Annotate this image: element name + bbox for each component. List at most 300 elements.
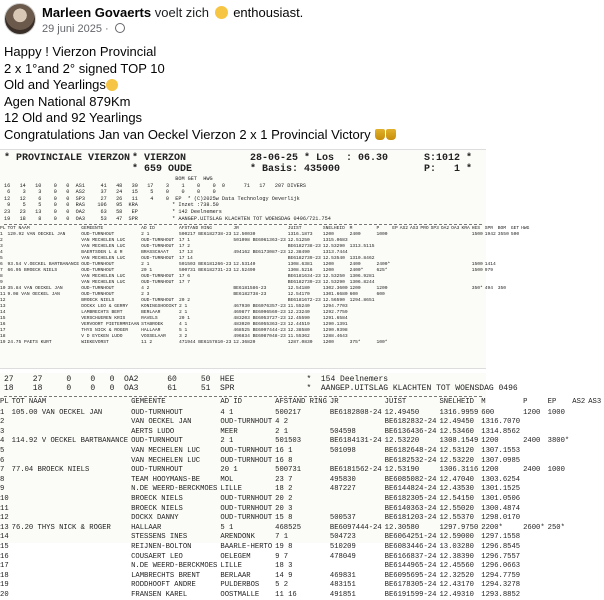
table-row bbox=[0, 553, 604, 563]
table-cell: 13 bbox=[0, 523, 9, 532]
table-row bbox=[0, 418, 604, 428]
stat-line: 27 27 0 0 0 OA2 60 50 HEE * 154 Deelnemers bbox=[4, 375, 389, 384]
table-cell: KONINGSHOOIKT bbox=[141, 304, 177, 310]
author-avatar[interactable] bbox=[4, 3, 36, 35]
table-cell: 2 3 bbox=[141, 292, 150, 298]
table-cell: 18 2 bbox=[275, 485, 293, 494]
table-cell: VAN MECHELEN LUC bbox=[81, 244, 126, 250]
table-cell bbox=[588, 428, 604, 438]
table-cell bbox=[548, 533, 573, 543]
table-cell: BE6191599-24 bbox=[384, 590, 437, 599]
table-cell: 510209 bbox=[329, 542, 356, 551]
table-cell: 483151 bbox=[329, 581, 356, 590]
table-cell bbox=[12, 505, 131, 515]
table-cell bbox=[572, 428, 588, 438]
table-cell bbox=[572, 495, 588, 505]
sheet1-p-code: P: 1 * bbox=[423, 164, 472, 175]
table-cell: 1292.7759 bbox=[322, 310, 348, 316]
table-cell: 4 2 bbox=[275, 418, 289, 427]
post-line bbox=[4, 127, 486, 144]
table-cell: 468525 bbox=[275, 523, 302, 532]
table-cell: THYS NICK & ROGER bbox=[81, 328, 129, 334]
table-cell: 1287.0830 bbox=[287, 340, 313, 346]
table-cell: 114.92 V OECKEL BARTBANANCE bbox=[11, 437, 129, 446]
table-cell: 12.54180 bbox=[287, 286, 310, 292]
table-cell bbox=[572, 562, 588, 572]
table-cell bbox=[548, 495, 573, 505]
table-cell: 3 bbox=[0, 427, 5, 436]
table-cell: 6 bbox=[0, 262, 3, 268]
table-cell: 105.00 VAN OECKEL JAN bbox=[11, 408, 103, 417]
table-cell: 12.53250 bbox=[322, 274, 345, 280]
table-cell: OELEGEM bbox=[220, 552, 251, 561]
column-header: SNELHEID bbox=[322, 226, 345, 232]
table-cell: 8 bbox=[0, 475, 5, 484]
table-cell bbox=[12, 485, 131, 495]
table-cell: 350* bbox=[471, 286, 483, 292]
table-cell bbox=[12, 495, 131, 505]
table-cell: 3 2 bbox=[178, 334, 188, 340]
table-cell: 4 bbox=[0, 437, 5, 446]
table-cell: 1200 bbox=[322, 340, 334, 346]
table-cell bbox=[548, 485, 573, 495]
table-cell: 12.55370 bbox=[439, 514, 474, 523]
table-cell: 20 1 bbox=[220, 466, 238, 475]
table-cell: 1200 bbox=[322, 262, 334, 268]
smiling-emoji-icon bbox=[215, 6, 228, 19]
post-line-text: Congratulations Jan van Oeckel Vierzon 2 x 1 Provincial Victory bbox=[4, 126, 371, 142]
table-cell: BE6182738-23 bbox=[233, 292, 267, 298]
table-cell: BE6182738-23 bbox=[287, 244, 321, 250]
table-cell: 469831 bbox=[329, 571, 356, 580]
table-cell bbox=[12, 562, 131, 572]
globe-icon bbox=[115, 23, 125, 33]
table-cell: 17 1 bbox=[178, 238, 190, 244]
table-cell: 350 bbox=[497, 286, 507, 292]
table-cell bbox=[548, 543, 573, 553]
table-cell: 17 14 bbox=[178, 256, 193, 262]
table-cell: OUD-TURNHOUT bbox=[141, 280, 175, 286]
stat-line: 6 3 3 0 0 AS2 37 24 15 5 0 0 0 0 bbox=[4, 189, 216, 196]
table-cell: 1942 bbox=[484, 232, 496, 238]
column-header: AS2 bbox=[399, 226, 409, 232]
table-cell: 20 3 bbox=[275, 504, 293, 513]
table-cell: 7 1 bbox=[275, 533, 289, 542]
stat-line: 19 18 8 0 0 OA3 53 47 SPR * AANGEP.UITSLAG KLACHTEN TOT WOENSDAG 0496/721.754 bbox=[4, 215, 331, 222]
table-cell: OUD-TURNHOUT bbox=[81, 268, 115, 274]
table-row bbox=[0, 447, 604, 457]
table-cell bbox=[572, 476, 588, 486]
table-cell: 501098 bbox=[329, 446, 356, 455]
table-cell: 2600* bbox=[523, 523, 545, 532]
table-cell: 3800* bbox=[547, 437, 570, 446]
table-cell bbox=[572, 409, 588, 419]
column-header: M bbox=[481, 398, 486, 406]
table-cell bbox=[548, 553, 573, 563]
table-cell bbox=[523, 581, 548, 591]
sheet2-top bbox=[0, 373, 518, 395]
table-cell: 12.53540 bbox=[322, 256, 345, 262]
table-cell: 1290.9398 bbox=[322, 328, 348, 334]
table-cell bbox=[588, 457, 604, 467]
table-cell bbox=[572, 581, 588, 591]
table-cell: 9 bbox=[0, 280, 3, 286]
table-cell bbox=[12, 476, 131, 486]
table-row bbox=[0, 466, 604, 476]
table-cell bbox=[523, 495, 548, 505]
table-cell bbox=[572, 505, 588, 515]
table-cell: AERTS LUDO bbox=[131, 427, 175, 436]
table-cell: 2 1 bbox=[220, 437, 234, 446]
table-cell: BROECK NIELS bbox=[131, 504, 183, 513]
table-cell bbox=[12, 543, 131, 553]
table-cell: MEER bbox=[220, 427, 238, 436]
table-cell bbox=[521, 256, 531, 262]
table-cell: 471944 BE6157810-23 bbox=[178, 340, 232, 346]
table-cell: 1500 bbox=[471, 232, 483, 238]
table-cell: 18 bbox=[0, 334, 6, 340]
table-cell: BROECK NIELS bbox=[81, 298, 115, 304]
table-cell: 5 1 bbox=[220, 523, 234, 532]
table-cell: 979 bbox=[484, 268, 494, 274]
table-cell: 1288.4643 bbox=[322, 334, 348, 340]
table-cell: STESSENS INES bbox=[131, 533, 188, 542]
table-cell: 12.49450 bbox=[384, 408, 420, 417]
table-cell: BE6182808-24 bbox=[329, 408, 382, 417]
table-cell bbox=[588, 447, 604, 457]
table-cell: 2 bbox=[0, 418, 5, 427]
table-cell: COUSAERT LEO bbox=[131, 552, 183, 561]
table-cell bbox=[548, 572, 573, 582]
table-cell: HALLAAR bbox=[141, 328, 161, 334]
table-cell: 18 bbox=[0, 571, 9, 580]
table-cell: BE6181634-23 bbox=[287, 274, 321, 280]
table-row bbox=[0, 562, 604, 572]
table-cell bbox=[12, 457, 131, 467]
table-row bbox=[0, 428, 604, 438]
table-cell: BE6144965-24 bbox=[384, 562, 437, 571]
table-cell: 19 bbox=[0, 340, 6, 346]
table-cell: 1200 bbox=[322, 232, 334, 238]
table-cell: 11 2 bbox=[141, 340, 153, 346]
table-cell: 11 bbox=[0, 504, 9, 513]
table-cell bbox=[523, 562, 548, 572]
table-cell bbox=[523, 485, 548, 495]
table-cell: 1296.8545 bbox=[481, 542, 521, 551]
column-header: SPR bbox=[484, 226, 494, 232]
table-cell: 1313.5115 bbox=[349, 244, 375, 250]
table-cell: VAN MECHELEN LUC bbox=[81, 280, 126, 286]
results-sheet-1[interactable] bbox=[0, 149, 530, 369]
table-cell: 468525 BE6097444-23 bbox=[233, 328, 286, 334]
table-cell: 500217 bbox=[275, 408, 302, 417]
table-cell: 12.56590 bbox=[322, 298, 345, 304]
table-cell bbox=[12, 447, 131, 457]
table-cell bbox=[548, 476, 573, 486]
stat-line: 12 12 6 0 0 SP3 27 26 11 4 0 EP * (C)2025w Data Technology Oeverlijk bbox=[4, 195, 300, 202]
stat-line: BOM GET HWG bbox=[4, 176, 213, 182]
table-cell bbox=[572, 524, 588, 534]
table-cell: 11.55362 bbox=[287, 334, 310, 340]
table-cell: VAN OECKEL JAN bbox=[131, 418, 192, 427]
sheet1-date-los-text: 28-06-25 * Los : 06.30 bbox=[250, 153, 389, 164]
table-cell bbox=[498, 340, 511, 346]
table-row bbox=[0, 581, 604, 591]
table-cell: OUD-TURNHOUT bbox=[81, 232, 115, 238]
table-cell: BE6178305-24 bbox=[384, 581, 437, 590]
table-cell: 467930 BE6076357-23 bbox=[233, 304, 286, 310]
table-cell: 1293.8852 bbox=[481, 590, 521, 599]
table-cell: MOL bbox=[220, 475, 234, 484]
table-cell: 12.45560 bbox=[439, 562, 474, 571]
table-cell: 1200 bbox=[523, 408, 541, 417]
table-cell bbox=[588, 553, 604, 563]
column-header: AS3 bbox=[588, 398, 602, 406]
table-cell bbox=[523, 543, 548, 553]
table-cell: LAMBRECHTS BRENT bbox=[131, 571, 201, 580]
table-cell: 7 bbox=[0, 466, 5, 475]
table-cell: 1297.1558 bbox=[481, 533, 521, 542]
table-cell bbox=[451, 340, 461, 346]
author-name[interactable]: Marleen Govaerts bbox=[42, 5, 152, 20]
table-cell bbox=[572, 553, 588, 563]
table-cell: 19 bbox=[0, 581, 9, 590]
table-cell: 496834 BE6087048-23 bbox=[233, 334, 286, 340]
table-cell: 375* bbox=[349, 340, 361, 346]
table-cell: VAN MECHELEN LUC bbox=[81, 238, 126, 244]
table-cell: 1316.7070 bbox=[481, 418, 521, 427]
table-cell: 12 bbox=[0, 298, 6, 304]
table-cell bbox=[548, 505, 573, 515]
post-text bbox=[4, 44, 486, 143]
table-cell: 7 bbox=[0, 268, 3, 274]
table-cell bbox=[523, 572, 548, 582]
table-cell: 5 1 bbox=[178, 328, 188, 334]
table-cell: 14 bbox=[0, 310, 6, 316]
results-sheet-2[interactable] bbox=[0, 373, 602, 599]
table-row bbox=[0, 476, 604, 486]
table-cell: HALLAAR bbox=[131, 523, 162, 532]
table-cell: OUD-TURNHOUT bbox=[141, 298, 175, 304]
table-cell bbox=[588, 591, 604, 600]
table-cell: 12.44519 bbox=[287, 322, 310, 328]
table-cell: 76.20 THYS NICK & ROGER bbox=[11, 523, 111, 532]
table-cell: 500217 BE6182738-23 bbox=[178, 232, 232, 238]
table-cell: 18 3 bbox=[275, 562, 293, 571]
post-line: 2 x 1°and 2° signed TOP 10 bbox=[4, 60, 165, 76]
table-cell: 12.53220 bbox=[384, 437, 420, 446]
table-cell: 491851 bbox=[329, 590, 356, 599]
table-cell: BRASSCHAAT bbox=[141, 250, 169, 256]
column-header: GEMEENTE bbox=[81, 226, 104, 232]
table-cell: 12.45590 bbox=[287, 316, 310, 322]
table-cell bbox=[588, 533, 604, 543]
column-header: SP3 bbox=[430, 226, 439, 232]
table-cell: 625* bbox=[376, 268, 388, 274]
column-header: PL bbox=[0, 226, 6, 232]
sheet1-place-text: * VIERZON bbox=[132, 153, 187, 164]
table-cell: 4 2 bbox=[141, 286, 150, 292]
table-cell: 12.53190 bbox=[384, 466, 420, 475]
table-cell: 501503 bbox=[275, 437, 302, 446]
table-cell: 5 2 bbox=[275, 581, 289, 590]
table-cell: 12.30580 bbox=[384, 523, 420, 532]
table-cell: 12 bbox=[0, 514, 9, 523]
table-row bbox=[0, 533, 604, 543]
table-cell: 17 bbox=[0, 562, 9, 571]
table-cell: BE6182739-23 bbox=[287, 280, 321, 286]
post-line: 12 Old and 92 Yearlings bbox=[4, 110, 143, 125]
table-cell: 12.32520 bbox=[439, 571, 474, 580]
table-cell bbox=[548, 514, 573, 524]
table-cell: 20 2 bbox=[178, 298, 190, 304]
table-cell: OUD-TURNHOUT bbox=[131, 437, 183, 446]
sheet1-s-code: S:1012 * bbox=[423, 153, 472, 164]
table-cell: 1308.5216 bbox=[287, 268, 313, 274]
table-cell: STABROEK bbox=[141, 322, 164, 328]
table-cell: 2 bbox=[0, 238, 3, 244]
post-date[interactable] bbox=[42, 23, 125, 35]
table-cell: 12.38580 bbox=[287, 328, 310, 334]
table-cell: VAN MECHELEN LUC bbox=[131, 456, 201, 465]
table-cell: 4 1 bbox=[220, 408, 234, 417]
table-cell: 12.23240 bbox=[287, 310, 310, 316]
table-cell: 1200 bbox=[349, 286, 361, 292]
sheet1-title: * PROVINCIALE VIERZON bbox=[4, 153, 131, 164]
table-cell: VAN MECHELEN LUC bbox=[81, 256, 126, 262]
table-cell: VOSSELAAR bbox=[141, 334, 166, 340]
smiling-emoji-icon bbox=[106, 79, 118, 91]
table-cell bbox=[548, 418, 573, 428]
table-header-row bbox=[0, 398, 604, 409]
table-cell: 1200 bbox=[376, 286, 388, 292]
table-cell: 19 8 bbox=[275, 542, 293, 551]
table-cell: LAMBRECHTS BERT bbox=[81, 310, 123, 316]
table-cell bbox=[12, 581, 131, 591]
sheet1-divider bbox=[4, 224, 482, 225]
table-cell: VERSCHUEREN KRIS bbox=[81, 316, 126, 322]
table-cell: 2400 bbox=[523, 466, 541, 475]
table-cell bbox=[588, 572, 604, 582]
column-header: JR bbox=[233, 226, 239, 232]
table-cell: 478049 bbox=[329, 552, 356, 561]
table-cell: 11.55240 bbox=[287, 304, 310, 310]
table-cell: 500731 BE6182731-23 bbox=[178, 268, 232, 274]
table-cell: 14 bbox=[0, 533, 9, 542]
table-cell: 1308.1549 bbox=[439, 437, 479, 446]
table-cell: 12.59000 bbox=[439, 533, 474, 542]
table-cell: 1306.9281 bbox=[349, 274, 375, 280]
table-cell: BERLAAR bbox=[220, 571, 251, 580]
table-cell: 1294.7703 bbox=[322, 304, 348, 310]
table-cell: OOSTMALLE bbox=[220, 590, 260, 599]
table-cell: RAVELS bbox=[141, 316, 158, 322]
table-cell: 15 8 bbox=[275, 514, 293, 523]
table-cell: OUD-TURNHOUT bbox=[220, 446, 273, 455]
table-cell: 2 1 bbox=[178, 304, 188, 310]
table-cell bbox=[12, 591, 131, 600]
column-header: OA2 bbox=[440, 226, 450, 232]
table-cell bbox=[572, 466, 588, 476]
sheet1-date-los bbox=[250, 153, 392, 175]
table-cell bbox=[588, 514, 604, 524]
table-cell: OUD-TURNHOUT bbox=[220, 504, 273, 513]
table-cell: OUD-TURNHOUT bbox=[220, 456, 273, 465]
table-cell bbox=[12, 553, 131, 563]
trophy-icon bbox=[386, 129, 396, 140]
table-cell bbox=[523, 476, 548, 486]
post-date-text[interactable]: 29 juni 2025 · bbox=[42, 23, 109, 35]
table-cell bbox=[472, 340, 485, 346]
table-cell: 1303.6254 bbox=[481, 475, 521, 484]
table-cell: 2 1 bbox=[141, 232, 150, 238]
table-cell: 483203 BE6053727-23 bbox=[233, 316, 286, 322]
table-cell: 10 bbox=[0, 286, 6, 292]
table-cell: OUD-TURNHOUT bbox=[220, 418, 273, 427]
table-cell bbox=[12, 514, 131, 524]
table-cell: 500 bbox=[510, 232, 520, 238]
table-cell: 500731 bbox=[275, 466, 302, 475]
table-cell: OUD-TURNHOUT bbox=[141, 244, 175, 250]
table-row bbox=[0, 524, 604, 534]
table-cell: 1308.6381 bbox=[287, 262, 313, 268]
column-header: KRA bbox=[461, 226, 470, 232]
table-cell bbox=[548, 591, 573, 600]
table-cell: 20 1 bbox=[178, 316, 190, 322]
table-cell: 250* bbox=[547, 523, 565, 532]
table-cell: 1307.0985 bbox=[481, 456, 521, 465]
column-header: JR bbox=[329, 398, 339, 406]
table-row bbox=[0, 437, 604, 447]
table-cell: 1294.8651 bbox=[349, 298, 375, 304]
sheet2-results-table bbox=[0, 398, 604, 600]
table-cell: 504723 bbox=[329, 533, 356, 542]
column-header: M bbox=[349, 226, 353, 232]
table-cell: FRANSEN KAREL bbox=[131, 590, 188, 599]
table-cell: PULDERBOS bbox=[220, 581, 260, 590]
table-cell: 17 6 bbox=[178, 274, 190, 280]
table-cell bbox=[548, 428, 573, 438]
table-cell: BE6095695-24 bbox=[384, 571, 437, 580]
table-cell: 1294.7759 bbox=[481, 571, 521, 580]
table-cell: 16 bbox=[0, 322, 6, 328]
table-cell: 77.04 BROECK NIELS bbox=[11, 466, 90, 475]
table-cell: 1316.1873 bbox=[287, 232, 313, 238]
table-row bbox=[0, 495, 604, 505]
table-cell: 15 bbox=[0, 316, 6, 322]
table-cell: 1291.6584 bbox=[322, 316, 348, 322]
column-header: P bbox=[376, 226, 380, 232]
table-cell bbox=[572, 514, 588, 524]
stat-line: 18 18 0 0 0 OA3 61 51 SPR * AANGEP.UITSLAG KLACHTEN TOT WOENSDAG 0496 bbox=[4, 384, 518, 393]
column-header: AFSTAND RING bbox=[178, 226, 213, 232]
table-cell: 2400 bbox=[523, 437, 541, 446]
table-cell: BE6181586-23 bbox=[233, 286, 267, 292]
column-header: HES bbox=[471, 226, 481, 232]
post-line-text: Old and Yearlings bbox=[4, 77, 106, 92]
table-cell: OUD-TURNHOUT bbox=[220, 494, 273, 503]
table-cell bbox=[511, 340, 521, 346]
table-cell bbox=[523, 428, 548, 438]
table-cell: 12.49450 bbox=[439, 418, 474, 427]
stat-line: 23 23 13 0 0 OA2 63 58 EP * 142 Deelnemers bbox=[4, 208, 222, 215]
table-cell: 12.54150 bbox=[439, 494, 474, 503]
table-cell: N.DE WEERD-BERCKMOES bbox=[131, 562, 218, 571]
column-header: EP bbox=[547, 398, 557, 406]
table-cell: 17 13 bbox=[178, 250, 193, 256]
table-cell: 12.47040 bbox=[439, 475, 474, 484]
column-header: EP bbox=[392, 226, 398, 232]
